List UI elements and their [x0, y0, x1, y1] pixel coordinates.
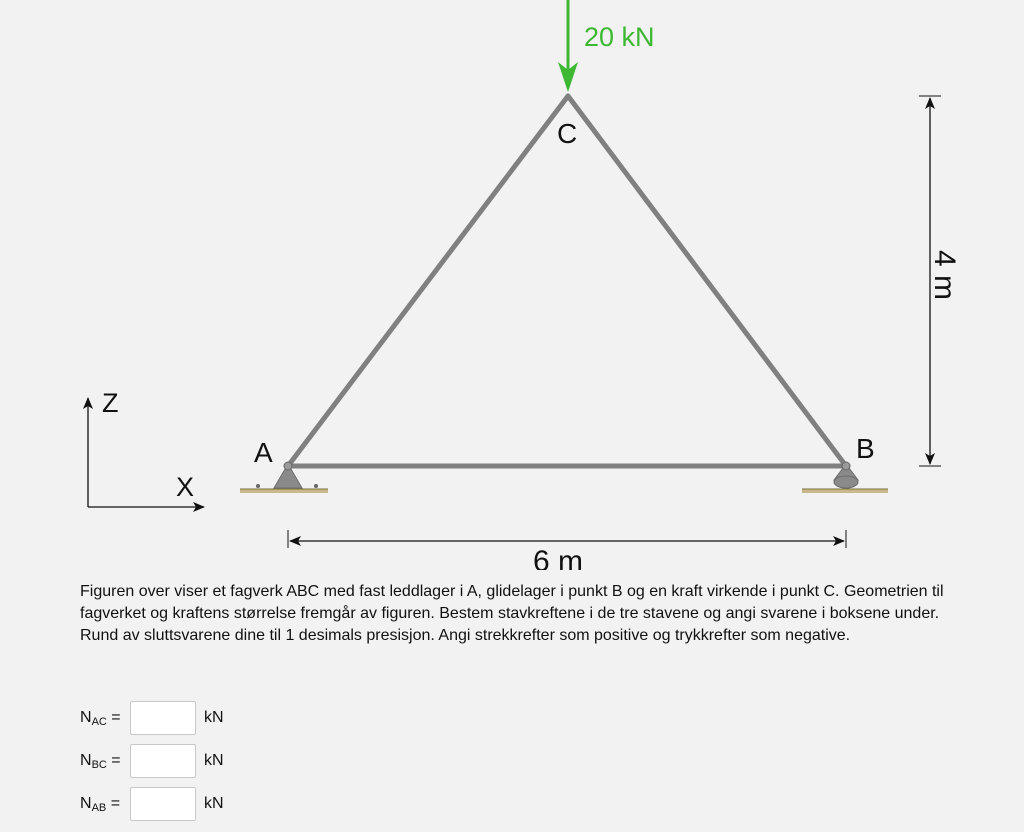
height-label: 4 m — [928, 250, 961, 301]
node-label-b: B — [856, 433, 875, 464]
load-label: 20 kN — [584, 22, 655, 52]
axis-label-z: Z — [102, 388, 119, 418]
nab-input[interactable] — [130, 787, 196, 821]
answer-row-nac — [80, 698, 224, 738]
answer-label: $N_{BC}$ = — [80, 751, 121, 771]
unit-label: kN — [204, 709, 224, 726]
load-arrow — [558, 0, 578, 92]
nac-input[interactable] — [130, 701, 196, 735]
answer-label: $N_{AB}$ = — [80, 794, 121, 814]
answer-row-nab — [80, 784, 224, 824]
answer-row-nbc — [80, 741, 224, 781]
node-label-a: A — [254, 437, 273, 468]
unit-label: kN — [204, 795, 224, 812]
problem-description: Figuren over viser et fagverk ABC med fast leddlager i A, glidelager i punkt B og en kraft virkende i punkt C. Geometrien til fagverket og kraftens størrelse fremgår av figuren. Bestem stavkreftene i de tre stavene og angi svarene i boksene under. Rund av sluttsvarene dine til 1 desimals presisjon. Angi strekkrefter som positive og trykkrefter som negative. — [80, 583, 944, 644]
node-label-c: C — [557, 118, 578, 149]
answer-label: $N_{AC}$ = — [80, 708, 121, 728]
span-label: 6 m — [533, 545, 584, 570]
member-ac — [288, 96, 568, 466]
member-bc — [568, 96, 846, 466]
nbc-input[interactable] — [130, 744, 196, 778]
unit-label: kN — [204, 752, 224, 769]
axis-label-x: X — [176, 472, 195, 502]
